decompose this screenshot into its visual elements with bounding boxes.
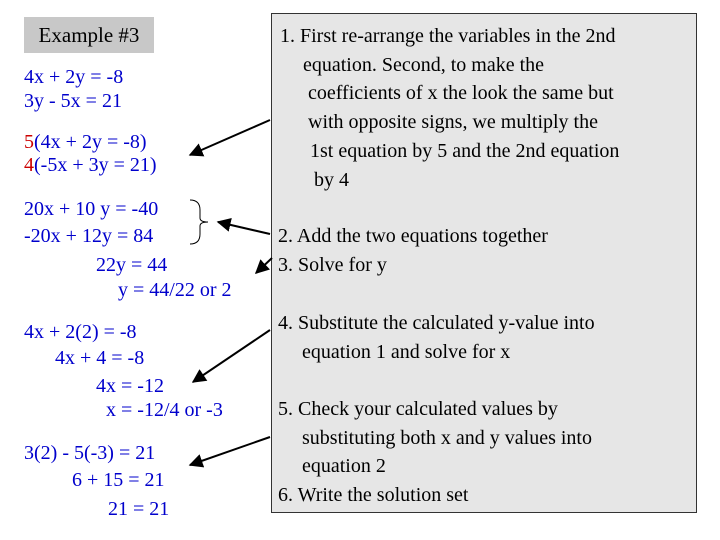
step5-line1: 5. Check your calculated values by bbox=[278, 398, 558, 420]
step5-line2: substituting both x and y values into bbox=[302, 427, 592, 449]
step5-line3: equation 2 bbox=[302, 455, 386, 477]
step1-line1: 1. First re-arrange the variables in the 2nd bbox=[280, 25, 616, 47]
multiplied-eq1-body: (4x + 2y = -8) bbox=[34, 131, 147, 153]
step2: 2. Add the two equations together bbox=[278, 225, 548, 247]
step4-line1: 4. Substitute the calculated y-value into bbox=[278, 312, 595, 334]
add-line3: 22y = 44 bbox=[96, 254, 168, 276]
sub-line3: 4x = -12 bbox=[96, 375, 164, 397]
sub-line2: 4x + 4 = -8 bbox=[55, 347, 145, 369]
step6: 6. Write the solution set bbox=[278, 484, 469, 506]
arrow-step4 bbox=[193, 330, 270, 382]
step1-line2: equation. Second, to make the bbox=[303, 54, 545, 76]
step1-line4: with opposite signs, we multiply the bbox=[308, 111, 598, 133]
add-line2: -20x + 12y = 84 bbox=[24, 225, 154, 247]
step1-line6: by 4 bbox=[314, 169, 349, 191]
brace-icon bbox=[190, 200, 208, 244]
multiplied-eq2-body: (-5x + 3y = 21) bbox=[34, 154, 157, 176]
multiplier-4: 4 bbox=[24, 154, 34, 176]
step1-line5: 1st equation by 5 and the 2nd equation bbox=[310, 140, 620, 162]
sub-line4: x = -12/4 or -3 bbox=[106, 399, 223, 421]
check-line3: 21 = 21 bbox=[108, 498, 170, 520]
arrow-step2 bbox=[218, 222, 270, 234]
arrow-step1 bbox=[190, 120, 270, 155]
sub-line1: 4x + 2(2) = -8 bbox=[24, 321, 137, 343]
multiplier-5: 5 bbox=[24, 131, 34, 153]
add-line1: 20x + 10 y = -40 bbox=[24, 198, 159, 220]
check-line1: 3(2) - 5(-3) = 21 bbox=[24, 442, 156, 464]
check-line2: 6 + 15 = 21 bbox=[72, 469, 165, 491]
system-eq1: 4x + 2y = -8 bbox=[24, 66, 124, 88]
step4-line2: equation 1 and solve for x bbox=[302, 341, 511, 363]
step3: 3. Solve for y bbox=[278, 254, 387, 276]
arrow-step5 bbox=[190, 437, 270, 465]
example-title: Example #3 bbox=[24, 17, 154, 53]
step1-line3: coefficients of x the look the same but bbox=[308, 82, 614, 104]
system-eq2: 3y - 5x = 21 bbox=[24, 90, 122, 112]
add-line4: y = 44/22 or 2 bbox=[118, 279, 232, 301]
arrow-step3 bbox=[256, 258, 272, 273]
